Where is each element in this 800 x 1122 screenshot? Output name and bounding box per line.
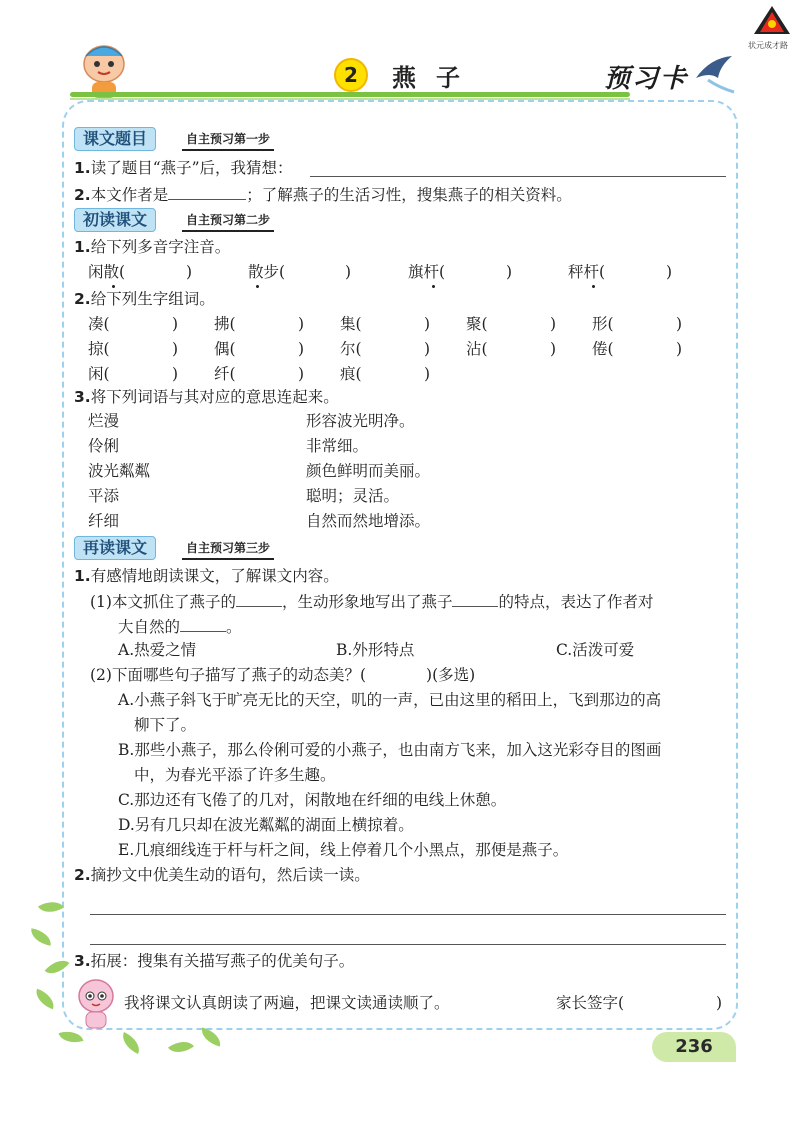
- word-close: ): [424, 365, 431, 383]
- s1-q1: [74, 157, 293, 179]
- choice-b-line2: 中，为春光平添了许多生趣。: [134, 766, 336, 784]
- header-rule: [70, 92, 630, 97]
- question-text: ；了解燕子的生活习性，搜集燕子的相关资料。: [246, 186, 572, 204]
- match-left-item[interactable]: 伶俐: [88, 437, 120, 455]
- s1-q1-answer-line[interactable]: [310, 176, 726, 177]
- pinyin-item: 秤杆(: [568, 263, 606, 281]
- leaf-icon: [29, 928, 53, 946]
- section-step-2: 自主预习第二步: [182, 208, 274, 232]
- word-item: 集(: [340, 315, 362, 333]
- question-text: (1)本文抓住了燕子的: [90, 593, 236, 611]
- blank-3[interactable]: [180, 615, 226, 632]
- copy-line-2[interactable]: [90, 944, 726, 945]
- question-text: 给下列多音字注音。: [90, 238, 231, 256]
- reading-statement: 我将课文认真朗读了两遍，把课文读通读顺了。: [124, 994, 450, 1012]
- pinyin-item: 闲散(: [88, 263, 126, 281]
- s1-q2: [74, 183, 572, 206]
- copy-line-1[interactable]: [90, 914, 726, 915]
- match-right-item[interactable]: 颜色鲜明而美丽。: [306, 462, 431, 480]
- section-step-3: 自主预习第三步: [182, 536, 274, 560]
- question-number: 1.: [74, 159, 91, 177]
- match-right-item[interactable]: 自然而然地增添。: [306, 512, 431, 530]
- choice-d[interactable]: D.另有几只却在波光粼粼的湖面上横掠着。: [118, 816, 414, 834]
- word-close: ): [676, 315, 683, 333]
- word-close: ): [676, 340, 683, 358]
- word-close: ): [424, 315, 431, 333]
- choice-a-line1[interactable]: A.小燕子斜飞于旷亮无比的天空，叽的一声，已由这里的稻田上，飞到那边的高: [118, 691, 662, 709]
- option-b[interactable]: B.外形特点: [336, 641, 415, 659]
- parent-signature-field[interactable]: [642, 992, 714, 1014]
- leaf-icon: [168, 1035, 194, 1059]
- word-close: ): [550, 315, 557, 333]
- word-close: ): [298, 315, 305, 333]
- word-item: 拂(: [214, 315, 236, 333]
- pinyin-close: ): [506, 263, 513, 281]
- mascot-top-icon: [76, 38, 132, 100]
- mountain-logo-icon: [752, 4, 792, 38]
- swallow-icon: [690, 48, 738, 96]
- mascot-bottom-icon: [74, 976, 118, 1032]
- question-text: 本文作者是: [90, 186, 169, 204]
- section-tag-title: 课文题目: [74, 127, 156, 151]
- s2-q1: [74, 236, 230, 258]
- match-right-item[interactable]: 非常细。: [306, 437, 369, 455]
- choice-c[interactable]: C.那边还有飞倦了的几对，闲散地在纤细的电线上休憩。: [118, 791, 507, 809]
- s3-part1-line2: [118, 615, 242, 638]
- pinyin-item: 散步(: [248, 263, 286, 281]
- match-left-item[interactable]: 烂漫: [88, 412, 120, 430]
- question-number: 2.: [74, 290, 91, 308]
- question-number: 2.: [74, 866, 91, 884]
- pinyin-close: ): [666, 263, 673, 281]
- word-item: 痕(: [340, 365, 362, 383]
- lesson-title: 燕子: [392, 64, 480, 92]
- leaf-icon: [32, 989, 57, 1010]
- word-item: 凑(: [88, 315, 110, 333]
- s2-q3: [74, 386, 339, 408]
- word-close: ): [172, 315, 179, 333]
- question-text: 给下列生字组词。: [90, 290, 215, 308]
- emphasis-dot: [432, 285, 435, 288]
- brand-name: 状元成才路: [748, 41, 788, 50]
- option-a[interactable]: A.热爱之情: [118, 641, 197, 659]
- question-number: 1.: [74, 567, 91, 585]
- question-number: 1.: [74, 238, 91, 256]
- choice-e[interactable]: E.几痕细线连于杆与杆之间，线上停着几个小黑点，那便是燕子。: [118, 841, 569, 859]
- question-text: 读了题目“燕子”后，我猜想：: [90, 159, 293, 177]
- match-left-item[interactable]: 平添: [88, 487, 120, 505]
- word-item: 沾(: [466, 340, 488, 358]
- question-text: 的特点，表达了作者对: [498, 593, 654, 611]
- pinyin-close: ): [186, 263, 193, 281]
- word-item: 尔(: [340, 340, 362, 358]
- question-text: 拓展：搜集有关描写燕子的优美句子。: [90, 952, 355, 970]
- question-text: 摘抄文中优美生动的语句，然后读一读。: [90, 866, 370, 884]
- s3-part1-line1: [90, 590, 654, 613]
- word-item: 偶(: [214, 340, 236, 358]
- question-text: ，生动形象地写出了燕子: [281, 593, 453, 611]
- brand-logo: [752, 4, 792, 38]
- s3-q3: [74, 950, 354, 972]
- question-text: (2)下面哪些句子描写了燕子的动态美？(: [90, 666, 367, 684]
- word-item: 掠(: [88, 340, 110, 358]
- question-text: 将下列词语与其对应的意思连起来。: [90, 388, 339, 406]
- question-text: )(多选): [426, 666, 476, 684]
- s3-part2: [90, 664, 475, 686]
- parent-signature-label: 家长签字(: [556, 994, 625, 1012]
- card-title: 预习卡: [604, 64, 689, 94]
- blank-1[interactable]: [236, 590, 282, 607]
- s2-q2: [74, 288, 215, 310]
- leaf-icon: [118, 1032, 144, 1054]
- word-item: 纤(: [214, 365, 236, 383]
- match-right-item[interactable]: 聪明；灵活。: [306, 487, 400, 505]
- choice-a-line2: 柳下了。: [134, 716, 197, 734]
- match-left-item[interactable]: 波光粼粼: [88, 462, 151, 480]
- leaf-icon: [38, 895, 64, 918]
- word-close: ): [172, 365, 179, 383]
- word-close: ): [424, 340, 431, 358]
- s3-q1: [74, 565, 339, 587]
- question-number: 2.: [74, 186, 91, 204]
- leaf-icon: [199, 1027, 224, 1046]
- lesson-number-badge: 2: [334, 58, 368, 92]
- pinyin-close: ): [345, 263, 352, 281]
- word-close: ): [298, 340, 305, 358]
- question-number: 3.: [74, 952, 91, 970]
- word-close: ): [298, 365, 305, 383]
- section-step-1: 自主预习第一步: [182, 127, 274, 151]
- section-tag-reread: 再读课文: [74, 536, 156, 560]
- word-item: 倦(: [592, 340, 614, 358]
- emphasis-dot: [592, 285, 595, 288]
- question-text: 大自然的: [118, 618, 181, 636]
- emphasis-dot: [256, 285, 259, 288]
- author-blank[interactable]: [168, 183, 246, 200]
- section-tag-first-read: 初读课文: [74, 208, 156, 232]
- word-close: ): [172, 340, 179, 358]
- match-left-item[interactable]: 纤细: [88, 512, 120, 530]
- word-item: 形(: [592, 315, 614, 333]
- word-item: 闲(: [88, 365, 110, 383]
- match-right-item[interactable]: 形容波光明净。: [306, 412, 415, 430]
- word-item: 聚(: [466, 315, 488, 333]
- parent-signature-close: ): [716, 994, 723, 1012]
- option-c[interactable]: C.活泼可爱: [556, 641, 635, 659]
- question-text: 有感情地朗读课文，了解课文内容。: [90, 567, 339, 585]
- s3-q2: [74, 864, 370, 886]
- blank-2[interactable]: [452, 590, 498, 607]
- question-number: 3.: [74, 388, 91, 406]
- question-text: 。: [226, 618, 242, 636]
- page-number: 236: [652, 1032, 736, 1062]
- pinyin-item: 旗杆(: [408, 263, 446, 281]
- word-close: ): [550, 340, 557, 358]
- choice-b-line1[interactable]: B.那些小燕子，那么伶俐可爱的小燕子，也由南方飞来，加入这光彩夺目的图画: [118, 741, 662, 759]
